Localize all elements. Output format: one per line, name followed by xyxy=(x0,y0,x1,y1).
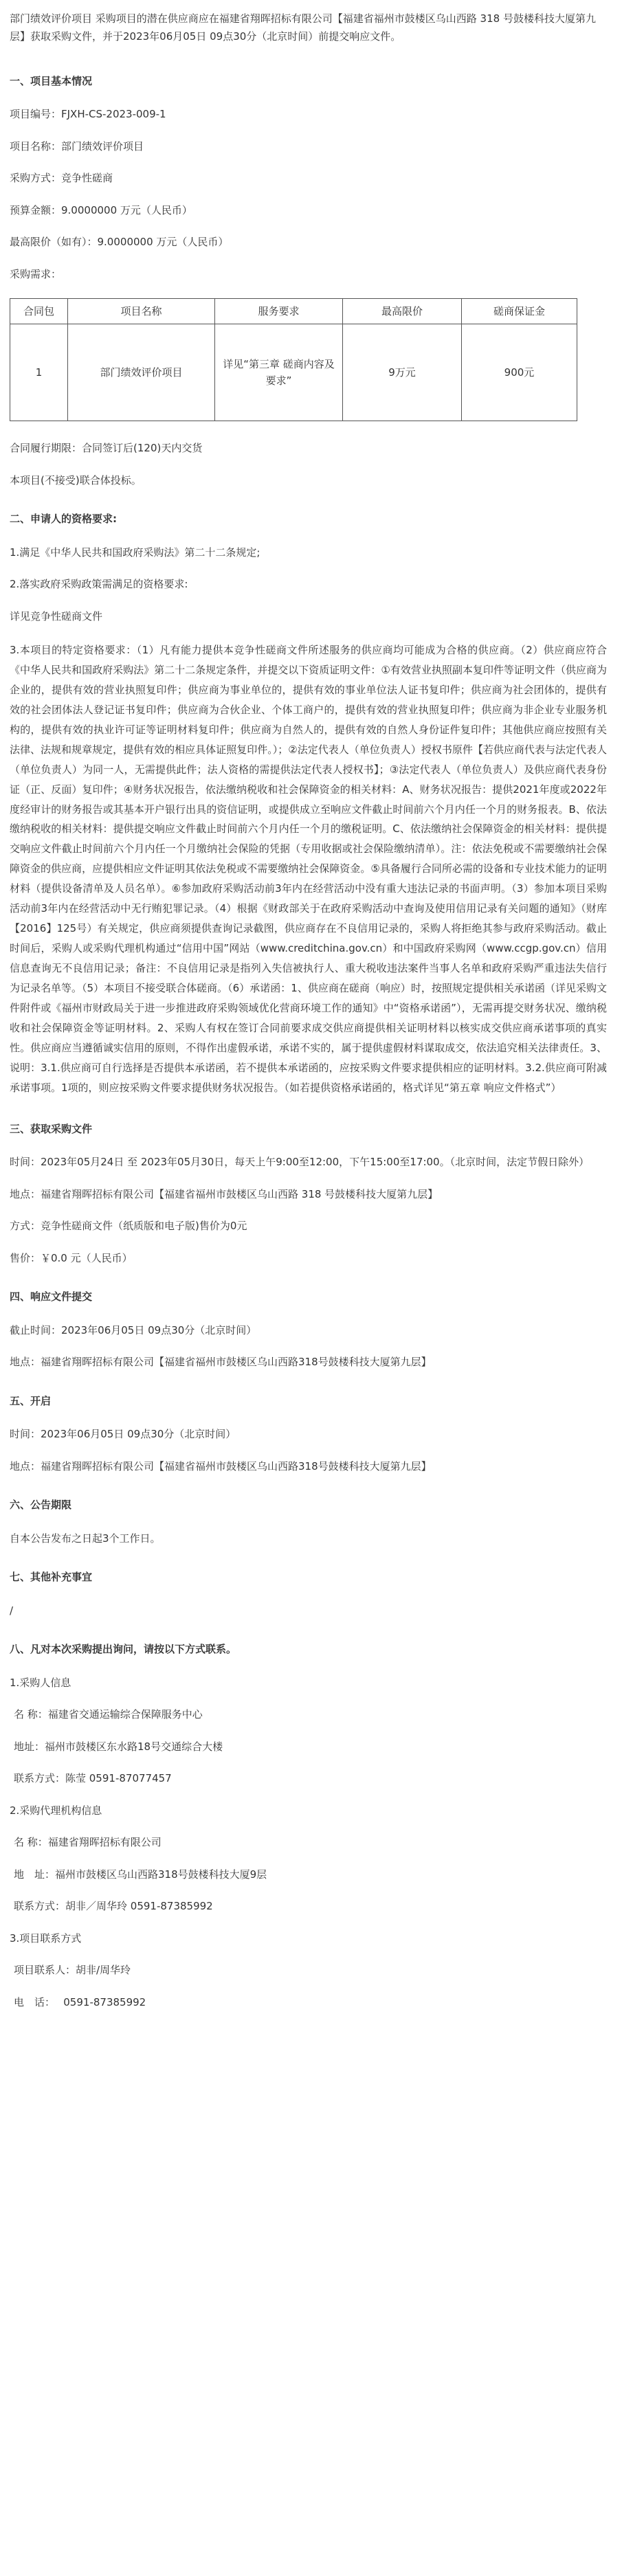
section-title-contact: 八、凡对本次采购提出询问，请按以下方式联系。 xyxy=(10,1643,237,1656)
section-title-notice-period: 六、公告期限 xyxy=(10,1499,72,1512)
project-contact-person: 项目联系人：胡非/周华玲 xyxy=(14,1964,131,1977)
section-title-submission: 四、响应文件提交 xyxy=(10,1290,93,1303)
table-row xyxy=(10,324,577,421)
project-contact-heading: 3.项目联系方式 xyxy=(10,1931,82,1945)
buyer-contact: 联系方式：陈莹 0591-87077457 xyxy=(14,1772,172,1785)
procurement-method: 采购方式：竞争性磋商 xyxy=(10,172,113,184)
project-name: 项目名称：部门绩效评价项目 xyxy=(10,139,144,153)
table-header-cell: 最高限价 xyxy=(343,299,462,324)
section-title-obtain-documents: 三、获取采购文件 xyxy=(10,1122,93,1135)
table-cell: 9万元 xyxy=(343,324,462,421)
agency-name: 名 称：福建省翔晖招标有限公司 xyxy=(14,1836,162,1849)
project-number: 项目编号：FJXH-CS-2023-009-1 xyxy=(10,108,166,120)
agency-contact: 联系方式：胡非／周华玲 0591-87385992 xyxy=(14,1900,213,1913)
requirement-label: 采购需求： xyxy=(10,267,62,280)
obtain-location: 地点：福建省翔晖招标有限公司【福建省福州市鼓楼区乌山西路 318 号鼓楼科技大厦第九层】 xyxy=(10,1187,438,1200)
qualification-item-3: 3.本项目的特定资格要求：（1）凡有能力提供本竞争性磋商文件所述服务的供应商均可能成为合格的供应商。（2）供应商应符合《中华人民共和国政府采购法》第二十二条规定条件，并提交以下资质证明文件：①有效营业执照副本复印件等证明文件（供应商为企业的，提供有效的营业执照复印件；供应商为事业单位的，提供有效的事业单位法人证书复印件；供应商为社会团体的，提供有效的社会团体法人登记证书复印件；供应商为合伙企业、个体工商户的，提供有效的营业执照复印件；供应商为非企业专业服务机构的，提供有效的执业许可证等证明材料复印件；供应商为自然人的，提供有效的自然人身份证件复印件；其他供应商应按照有关法律、法规和规章规定，提供有效的相应具体证照复印件。）；②法定代表人（单位负责人）授权书原件【若供应商代表与法定代表人（单位负责人）为同一人，无需提供此件；法人资格的需提供法定代表人授权书】；③法定代表人（单位负责人）及供应商代表身份证（正、反面）复印件；④财务状况报告，依法缴纳税收和社会保障资金的相关材料：A、财务状况报告：提供2021年度或2022年度经审计的财务报告或其基本开户银行出具的资信证明，或提供成立至响应文件截止时间前六个月内任一个月的财务报表。B、依法缴纳税收的相关材料：提供提交响应文件截止时间前六个月内任一个月的缴税证明。C、依法缴纳社会保障资金的相关材料：提供提交响应文件截止时间前六个月内任一个月缴纳社会保险的凭据（专用收据或社会保险缴纳清单）。注：依法免税或不需要缴纳社会保障资金的供应商，应提供相应文件证明其依法免税或不需要缴纳社会保障资金。⑤具备履行合同所必需的设备和专业技术能力的证明材料（提供设备清单及人员名单）。⑥参加政府采购活动前3年内在经营活动中没有重大违法记录的书面声明。（3）参加本项目采购活动前3年内在经营活动中无行贿犯罪记录。（4）根据《财政部关于在政府采购活动中查询及使用信用记录有关问题的通知》（财库【2016】125号）有关规定，供应商须提供查询记录截图，供应商存在不良信用记录的，采购人将拒绝其参与政府采购活动。截止时间后，采购人或采购代理机构通过“信用中国”网站（www.creditchina.gov.cn）和中国政府采购网（www.ccgp.gov.cn）信用信息查询无不良信用记录；备注：不良信用记录是指列入失信被执行人、重大税收违法案件当事人名单和政府采购严重违法失信行为记录名单等。（5）本项目不接受联合体磋商。（6）承诺函：1、供应商在磋商（响应）时，按照规定提供相关承诺函（详见采购文件附件或《福州市财政局关于进一步推进政府采购领域优化营商环境工作的通知》中“资格承诺函”），无需再提交财务状况、缴纳税收和社会保障资金等证明材料。2、采购人有权在签订合同前要求成交供应商提供相关证明材料以核实成交供应商承诺事项的真实性。供应商应当遵循诚实信用的原则，不得作出虚假承诺，承诺不实的，属于提供虚假材料谋取成交，依法追究相关法律责任。3、说明：3.1.供应商可自行选择是否提供本承诺函，若不提供本承诺函的，应按采购文件要求提供相应的证明材料。3.2.供应商可附减承诺事项。1项的，则应按采购文件要求提供财务状况报告。（如若提供资格承诺函的，格式详见“第五章 响应文件格式”） xyxy=(10,644,607,1094)
obtain-method: 方式：竞争性磋商文件（纸质版和电子版)售价为0元 xyxy=(10,1220,247,1233)
qualification-item-2-detail: 详见竞争性磋商文件 xyxy=(10,609,103,623)
table-header-cell: 项目名称 xyxy=(68,299,215,324)
buyer-heading: 1.采购人信息 xyxy=(10,1676,71,1689)
submission-deadline: 截止时间：2023年06月05日 09点30分（北京时间） xyxy=(10,1323,257,1336)
section-title-supplementary: 七、其他补充事宜 xyxy=(10,1571,93,1584)
table-header-cell: 服务要求 xyxy=(215,299,343,324)
qualification-item-2: 2.落实政府采购政策需满足的资格要求: xyxy=(10,578,188,590)
table-cell: 1 xyxy=(10,324,68,421)
supplementary-text: / xyxy=(10,1604,14,1617)
project-contact-phone: 电 话： 0591-87385992 xyxy=(14,1995,146,2008)
table-header-cell: 合同包 xyxy=(10,299,68,324)
submission-location: 地点：福建省翔晖招标有限公司【福建省福州市鼓楼区乌山西路318号鼓楼科技大厦第九层】 xyxy=(10,1356,432,1369)
table-cell: 详见“第三章 磋商内容及要求” xyxy=(215,324,343,421)
consortium-note: 本项目(不接受)联合体投标。 xyxy=(10,473,142,486)
section-title-project-info: 一、项目基本情况 xyxy=(10,74,93,87)
opening-location: 地点：福建省翔晖招标有限公司【福建省福州市鼓楼区乌山西路318号鼓楼科技大厦第九层】 xyxy=(10,1459,432,1472)
notice-period-text: 自本公告发布之日起3个工作日。 xyxy=(10,1532,161,1545)
qualification-item-1: 1.满足《中华人民共和国政府采购法》第二十二条规定; xyxy=(10,546,260,559)
section-title-qualification: 二、申请人的资格要求: xyxy=(10,513,117,525)
document-price: 售价：￥0.0 元（人民币） xyxy=(10,1251,133,1264)
table-header-row xyxy=(10,299,577,324)
opening-time: 时间：2023年06月05日 09点30分（北京时间） xyxy=(10,1428,236,1441)
budget-amount: 预算金额：9.0000000 万元（人民币） xyxy=(10,203,192,216)
table-cell: 部门绩效评价项目 xyxy=(68,324,215,421)
table-header-cell: 磋商保证金 xyxy=(462,299,577,324)
buyer-address: 地址：福州市鼓楼区东水路18号交通综合大楼 xyxy=(14,1740,223,1753)
requirement-table xyxy=(10,298,577,421)
intro-paragraph: 部门绩效评价项目 采购项目的潜在供应商应在福建省翔晖招标有限公司【福建省福州市鼓楼区乌山西路 318 号鼓楼科技大厦第九层】获取采购文件，并于2023年06月05日 09点30分（北京时间）前提交响应文件。 xyxy=(10,12,596,43)
contract-period: 合同履行期限：合同签订后(120)天内交货 xyxy=(10,442,203,454)
buyer-name: 名 称：福建省交通运输综合保障服务中心 xyxy=(14,1708,203,1721)
obtain-time: 时间：2023年05月24日 至 2023年05月30日，每天上午9:00至12:00，下午15:00至17:00。（北京时间，法定节假日除外） xyxy=(10,1156,590,1169)
max-price: 最高限价（如有）：9.0000000 万元（人民币） xyxy=(10,236,229,248)
section-title-opening: 五、开启 xyxy=(10,1394,52,1407)
table-cell: 900元 xyxy=(462,324,577,421)
agency-address: 地 址：福州市鼓楼区乌山西路318号鼓楼科技大厦9层 xyxy=(14,1868,267,1881)
agency-heading: 2.采购代理机构信息 xyxy=(10,1804,102,1817)
